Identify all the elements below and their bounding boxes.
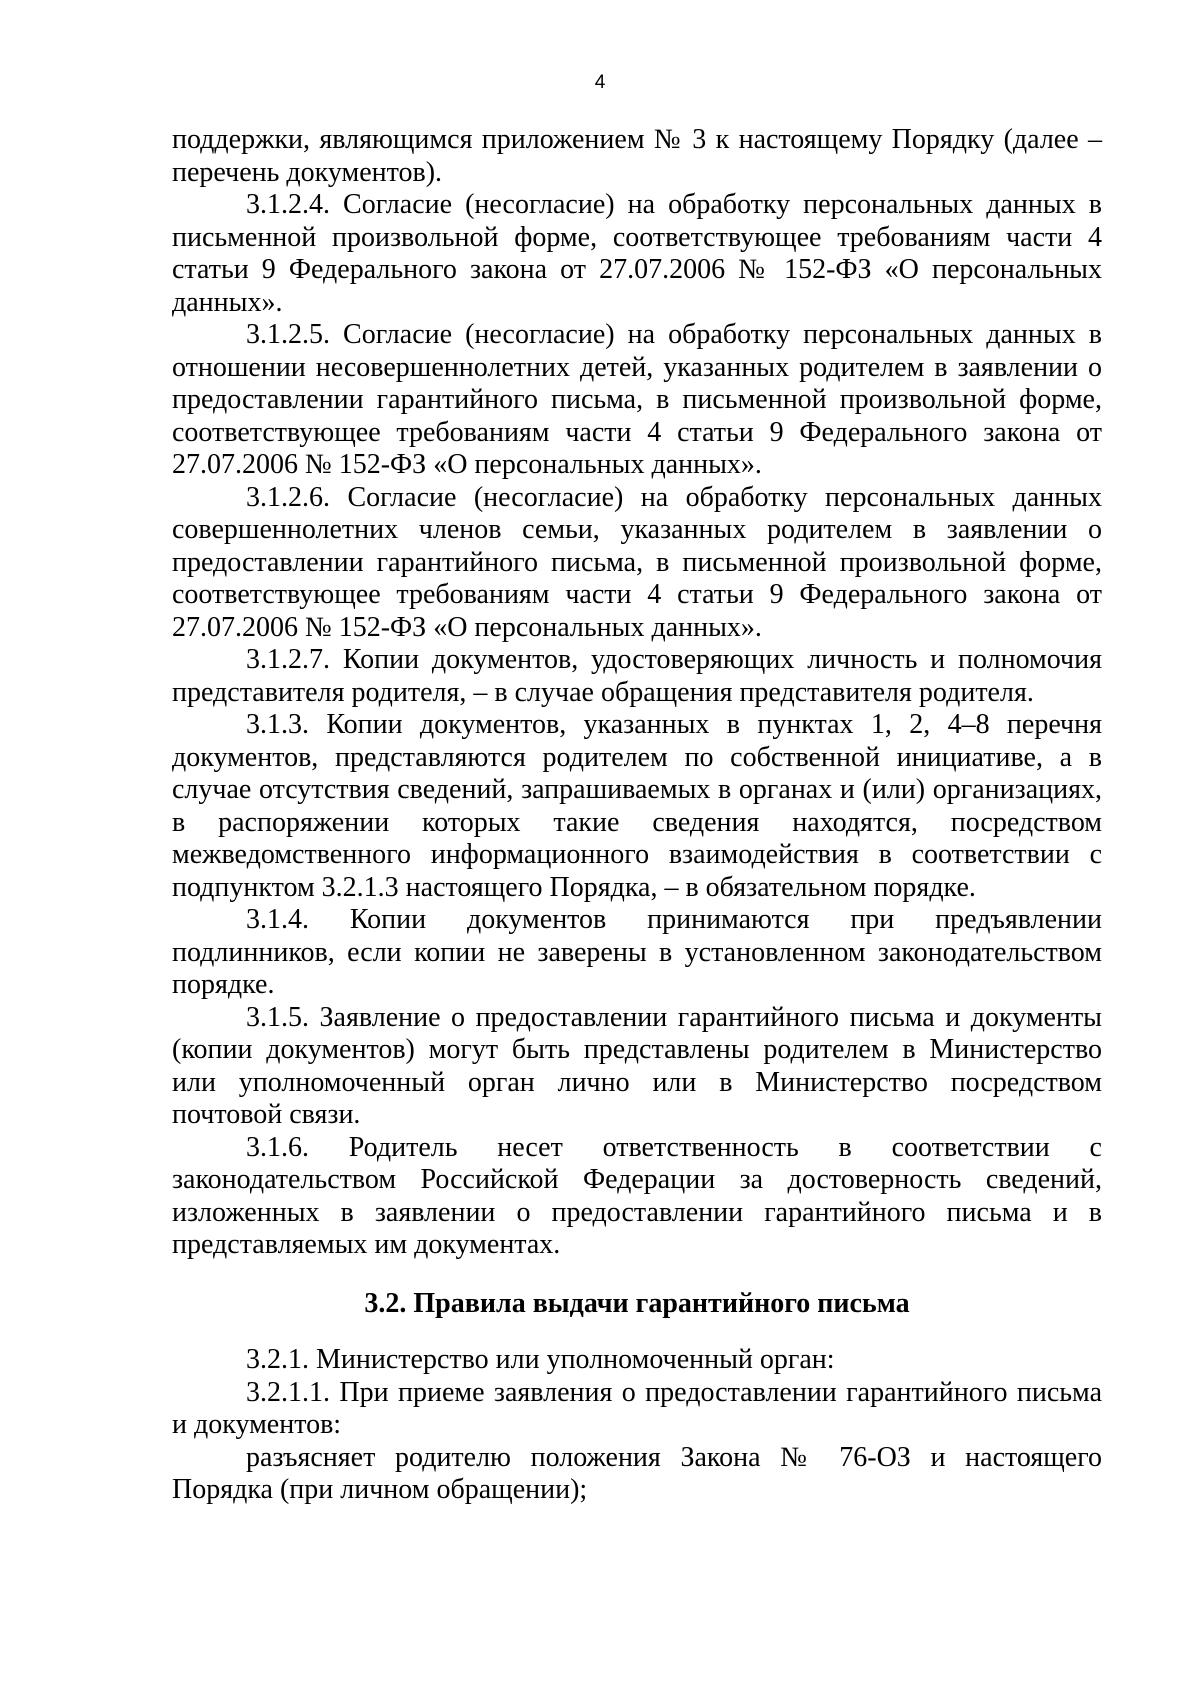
paragraph-3-1-2-6: 3.1.2.6. Согласие (несогласие) на обработку персональных данных совершеннолетних членов семьи, указанных родителем в заявлении о предоставлении гарантийного письма, в письменной произвольной форме, соответствующее требованиям части 4 статьи 9 Федерального закона от 27.07.2006 № 152-ФЗ «О персональных данных». <box>172 481 1102 643</box>
section-heading-3-2: 3.2. Правила выдачи гарантийного письма <box>364 1287 910 1319</box>
paragraph-3-1-2-5: 3.1.2.5. Согласие (несогласие) на обработку персональных данных в отношении несовершеннолетних детей, указанных родителем в заявлении о предоставлении гарантийного письма, в письменной произвольной форме, соответствующее требованиям части 4 статьи 9 Федерального закона от 27.07.2006 № 152-ФЗ «О персональных данных». <box>172 319 1102 480</box>
paragraph-3-1-4: 3.1.4. Копии документов принимаются при предъявлении подлинников, если копии не заверены в установленном законодательством порядке. <box>172 904 1102 1000</box>
paragraph-explains-to-parent: разъясняет родителю положения Закона № 76-ОЗ и настоящего Порядка (при личном обращении); <box>172 1441 1102 1505</box>
paragraph-3-1-3: 3.1.3. Копии документов, указанных в пунктах 1, 2, 4–8 перечня документов, представляются родителем по собственной инициативе, а в случае отсутствия сведений, запрашиваемых в органах и (или) организациях, в распоряжении которых такие сведения находятся, посредством межведомственного информационного взаимодействия в соответствии с подпунктом 3.2.1.3 настоящего Порядка, – в обязательном порядке. <box>172 709 1102 903</box>
paragraph-3-2-1: 3.2.1. Министерство или уполномоченный орган: <box>246 1344 835 1375</box>
paragraph-3-1-5: 3.1.5. Заявление о предоставлении гарантийного письма и документы (копии документов) могут быть представлены родителем в Министерство или уполномоченный орган лично или в Министерство посредством почтовой связи. <box>172 1001 1102 1130</box>
page-number: 4 <box>594 72 606 93</box>
paragraph-3-1-6: 3.1.6. Родитель несет ответственность в соответствии с законодательством Российской Федерации за достоверность сведений, изложенных в заявлении о предоставлении гарантийного письма и в представляемых им документах. <box>172 1131 1102 1260</box>
document-body <box>172 124 1102 1507</box>
paragraph-continuation: поддержки, являющимся приложением № 3 к настоящему Порядку (далее – перечень документов). <box>172 124 1102 188</box>
paragraph-3-1-2-4: 3.1.2.4. Согласие (несогласие) на обработку персональных данных в письменной произвольной форме, соответствующее требованиям части 4 статьи 9 Федерального закона от 27.07.2006 № 152-ФЗ «О персональных данных». <box>172 189 1102 318</box>
paragraph-3-1-2-7: 3.1.2.7. Копии документов, удостоверяющих личность и полномочия представителя родителя, – в случае обращения представителя родителя. <box>172 644 1102 708</box>
paragraph-3-2-1-1: 3.2.1.1. При приеме заявления о предоставлении гарантийного письма и документов: <box>172 1376 1102 1440</box>
